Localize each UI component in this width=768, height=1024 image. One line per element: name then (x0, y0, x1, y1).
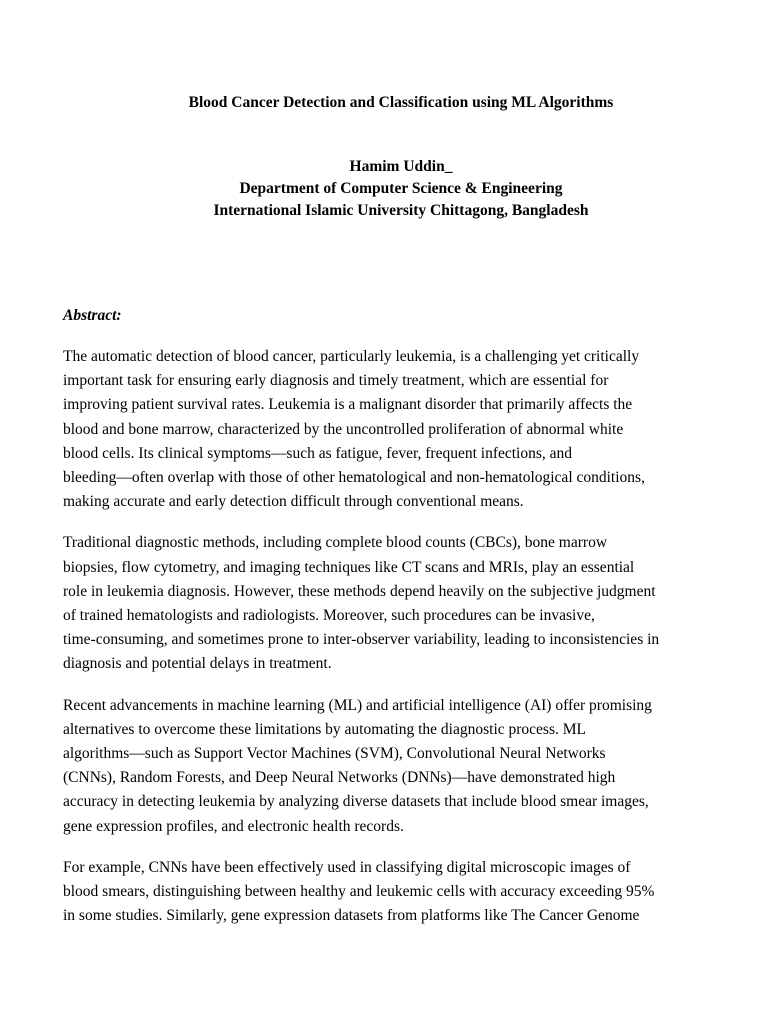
text-line: algorithms—such as Support Vector Machines (SVM), Convolutional Neural Networks (63, 745, 606, 763)
text-line: diagnosis and potential delays in treatment. (63, 655, 332, 673)
text-line: important task for ensuring early diagnosis and timely treatment, which are essential for (63, 372, 609, 390)
text-line: bleeding—often overlap with those of other hematological and non-hematological conditions, (63, 469, 645, 487)
text-line: (CNNs), Random Forests, and Deep Neural Networks (DNNs)—have demonstrated high (63, 769, 616, 787)
text-line: improving patient survival rates. Leukemia is a malignant disorder that primarily affects the (63, 396, 633, 414)
abstract-paragraph (63, 694, 743, 839)
text-line: gene expression profiles, and electronic health records. (63, 817, 404, 835)
text-line: Traditional diagnostic methods, including complete blood counts (CBCs), bone marrow (63, 534, 608, 552)
abstract-label: Abstract: (63, 307, 122, 324)
author-university: International Islamic University Chittagong, Bangladesh (213, 202, 589, 219)
text-line: blood smears, distinguishing between healthy and leukemic cells with accuracy exceeding 95% (63, 883, 655, 901)
abstract-paragraph (63, 345, 743, 514)
text-line: making accurate and early detection difficult through conventional means. (63, 493, 524, 511)
abstract-body (63, 345, 743, 945)
text-line: alternatives to overcome these limitations by automating the diagnostic process. ML (63, 720, 586, 738)
text-line: blood and bone marrow, characterized by the uncontrolled proliferation of abnormal white (63, 420, 624, 438)
text-line: role in leukemia diagnosis. However, these methods depend heavily on the subjective judgment (63, 582, 656, 600)
text-line: Recent advancements in machine learning (ML) and artificial intelligence (AI) offer promising (63, 696, 652, 714)
text-line: The automatic detection of blood cancer, particularly leukemia, is a challenging yet critically (63, 348, 640, 365)
text-line: time-consuming, and sometimes prone to inter-observer variability, leading to inconsistencies in (63, 631, 660, 649)
text-line: of trained hematologists and radiologists. Moreover, such procedures can be invasive, (63, 607, 595, 625)
text-line: For example, CNNs have been effectively used in classifying digital microscopic images of (63, 858, 631, 876)
author-name: Hamim Uddin_ (349, 158, 453, 175)
abstract-paragraph (63, 856, 743, 929)
paper-title: Blood Cancer Detection and Classification using ML Algorithms (188, 94, 614, 111)
author-department: Department of Computer Science & Engineering (239, 180, 563, 197)
abstract-paragraph (63, 531, 743, 676)
author-block (0, 156, 768, 222)
text-line: blood cells. Its clinical symptoms—such as fatigue, fever, frequent infections, and (63, 444, 573, 462)
text-line: accuracy in detecting leukemia by analyzing diverse datasets that include blood smear images, (63, 793, 649, 811)
text-line: in some studies. Similarly, gene expression datasets from platforms like The Cancer Genome (63, 907, 640, 925)
text-line: biopsies, flow cytometry, and imaging techniques like CT scans and MRIs, play an essential (63, 558, 635, 576)
